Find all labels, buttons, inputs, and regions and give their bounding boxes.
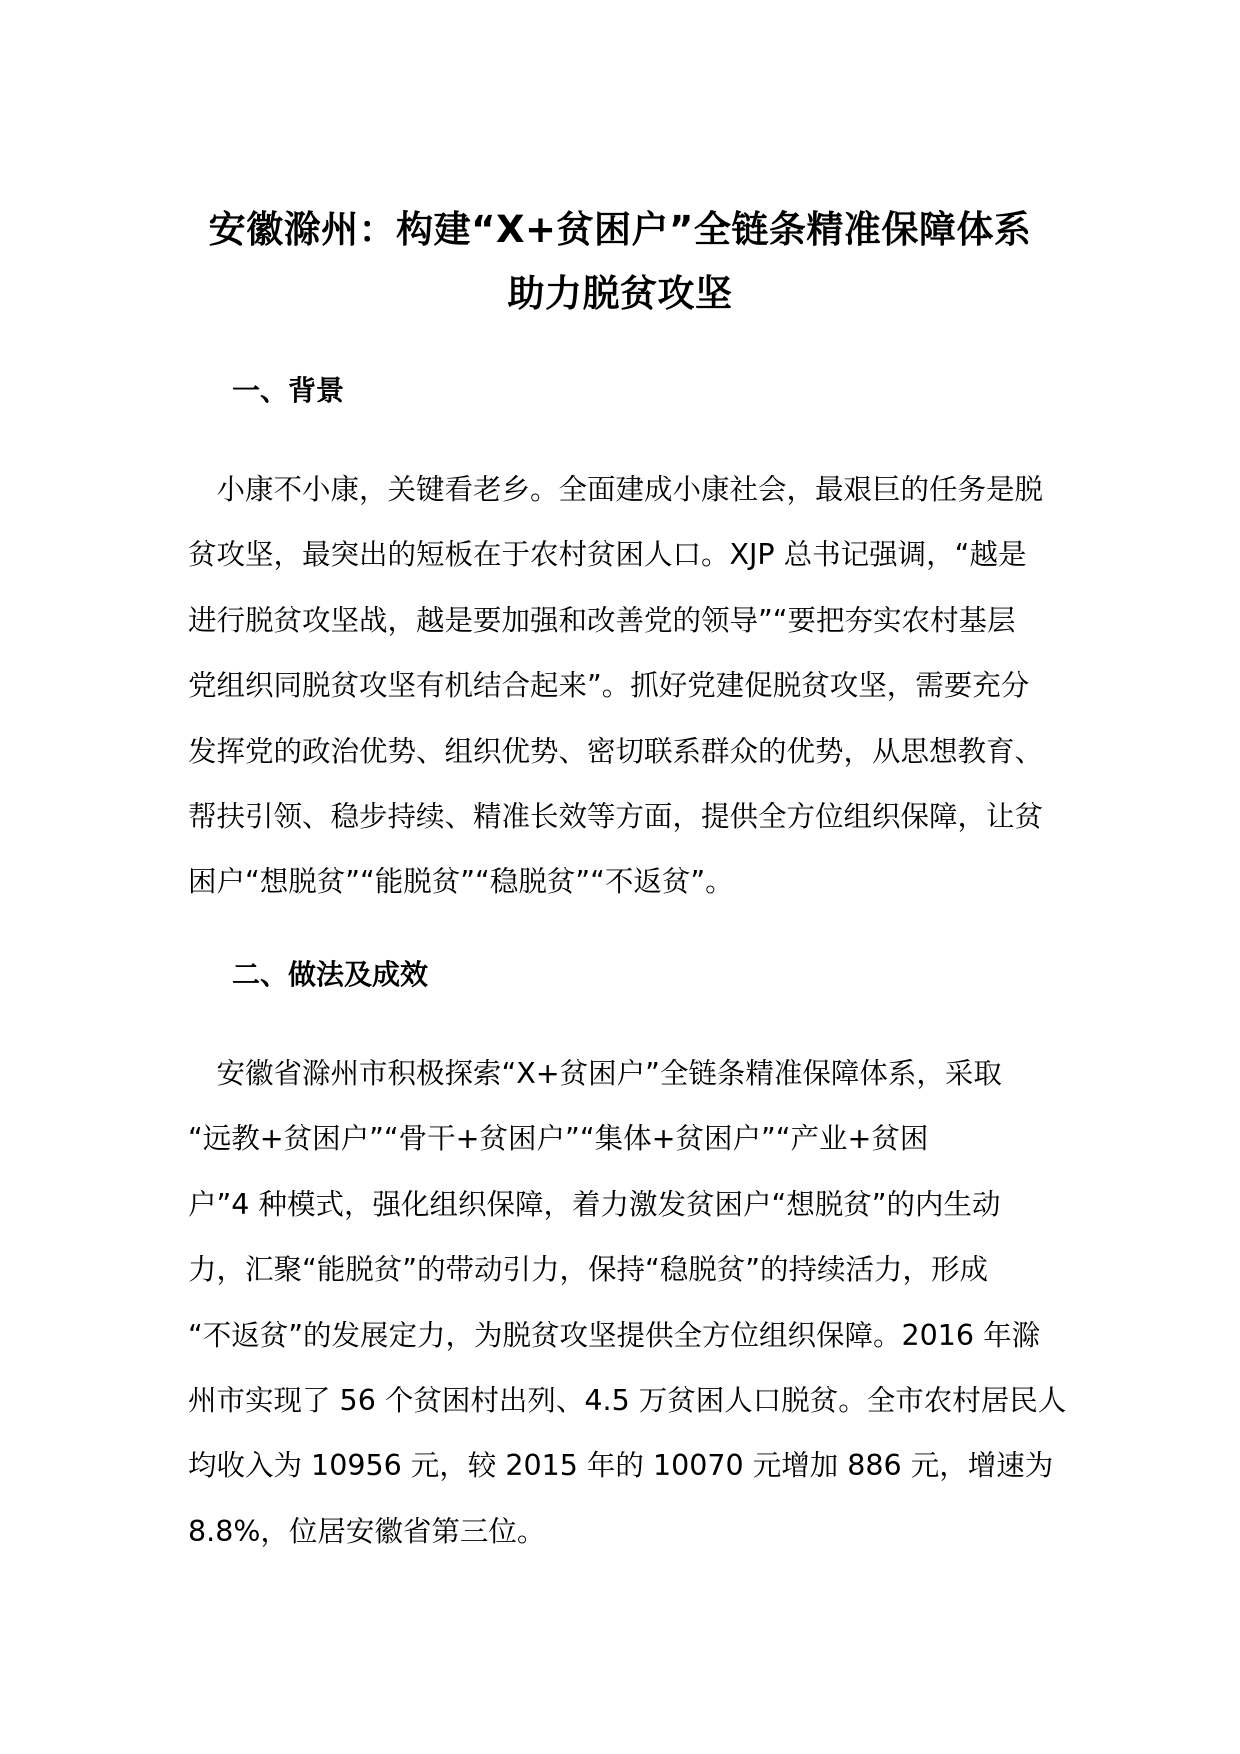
paragraph-line: 党组织同脱贫攻坚有机结合起来”。抓好党建促脱贫攻坚，需要充分 xyxy=(188,669,1030,703)
title-line-1: 安徽滁州：构建“X+贫困户”全链条精准保障体系 xyxy=(208,208,1032,251)
paragraph-line: “远教+贫困户”“骨干+贫困户”“集体+贫困户”“产业+贫困 xyxy=(188,1122,929,1156)
paragraph-line: 贫攻坚，最突出的短板在于农村贫困人口。XJP 总书记强调，“越是 xyxy=(188,538,1027,572)
section-heading-methods-results: 二、做法及成效 xyxy=(232,958,429,991)
paragraph-line: 8.8%，位居安徽省第三位。 xyxy=(188,1514,546,1548)
paragraph-background xyxy=(188,457,1068,915)
paragraph-line: 困户“想脱贫”“能脱贫”“稳脱贫”“不返贫”。 xyxy=(188,865,734,899)
section-heading-background: 一、背景 xyxy=(232,374,345,407)
paragraph-line: 均收入为 10956 元，较 2015 年的 10070 元增加 886 元，增速为 xyxy=(188,1449,1054,1483)
paragraph-line: 发挥党的政治优势、组织优势、密切联系群众的优势，从思想教育、 xyxy=(188,734,1044,768)
paragraph-line: 进行脱贫攻坚战，越是要加强和改善党的领导”“要把夯实农村基层 xyxy=(188,603,1016,637)
paragraph-methods-results xyxy=(188,1041,1068,1564)
paragraph-line: 州市实现了 56 个贫困村出列、4.5 万贫困人口脱贫。全市农村居民人 xyxy=(188,1383,1067,1417)
document-title xyxy=(150,198,1090,326)
paragraph-line: “不返贫”的发展定力，为脱贫攻坚提供全方位组织保障。2016 年滁 xyxy=(188,1318,1041,1352)
paragraph-line: 帮扶引领、稳步持续、精准长效等方面，提供全方位组织保障，让贫 xyxy=(188,799,1044,833)
paragraph-line: 安徽省滁州市积极探索“X+贫困户”全链条精准保障体系，采取 xyxy=(188,1057,1002,1090)
title-line-2: 助力脱贫攻坚 xyxy=(507,272,733,315)
paragraph-line: 小康不小康，关键看老乡。全面建成小康社会，最艰巨的任务是脱 xyxy=(188,473,1044,506)
paragraph-line: 户”4 种模式，强化组织保障，着力激发贫困户“想脱贫”的内生动 xyxy=(188,1187,1001,1221)
paragraph-line: 力，汇聚“能脱贫”的带动引力，保持“稳脱贫”的持续活力，形成 xyxy=(188,1253,989,1287)
